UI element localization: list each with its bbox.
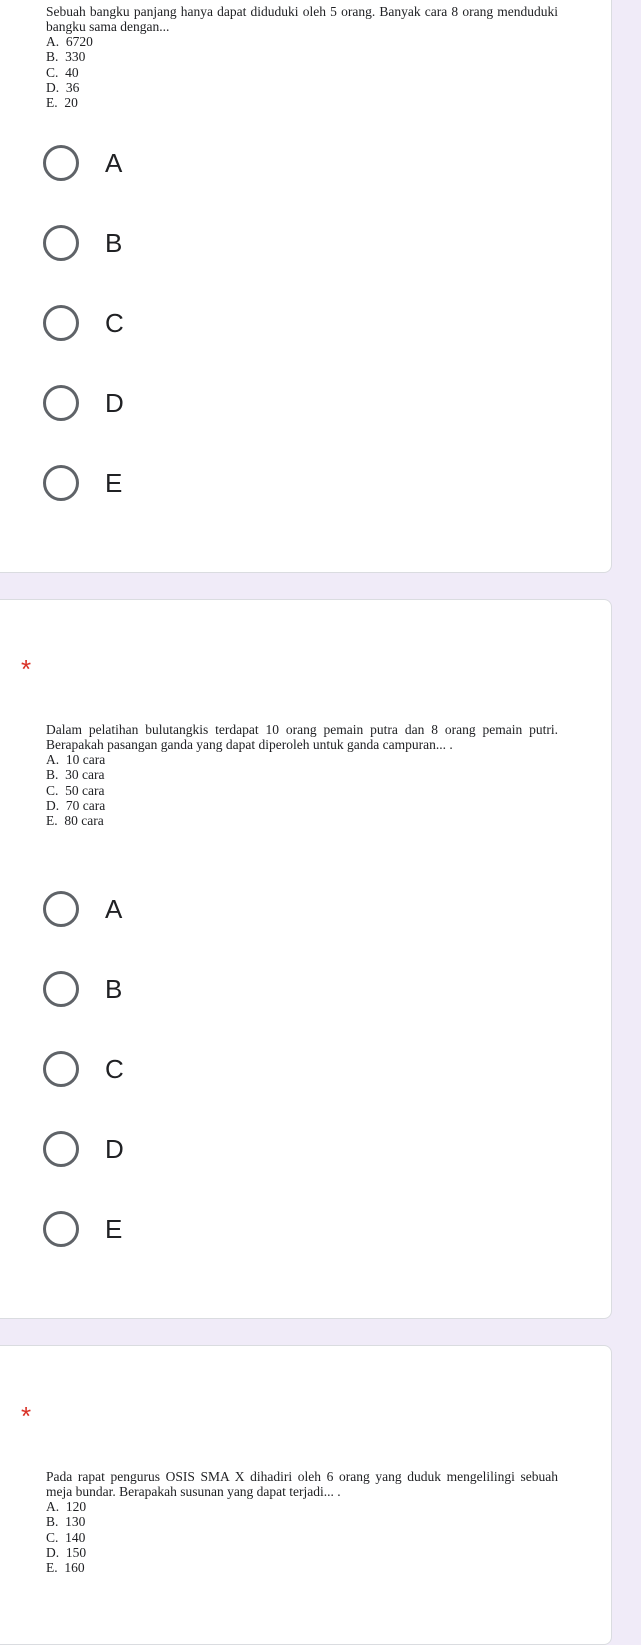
required-asterisk: * bbox=[21, 1401, 32, 1431]
question-2-text bbox=[46, 722, 558, 828]
question-1-option-text-d: D. 36 bbox=[46, 79, 80, 95]
question-1-option-text-c: C. 40 bbox=[46, 64, 79, 80]
question-1-text bbox=[46, 4, 558, 110]
question-1-option-text-e: E. 20 bbox=[46, 95, 78, 111]
radio-button-icon[interactable] bbox=[43, 465, 79, 501]
question-2-option-text-a: A. 10 cara bbox=[46, 752, 106, 767]
question-3-option-text-c: C. 140 bbox=[46, 1529, 86, 1545]
choice-label: C bbox=[105, 1054, 124, 1084]
radio-button-icon[interactable] bbox=[43, 891, 79, 927]
choice-label: C bbox=[105, 308, 124, 338]
question-2-choice-e[interactable] bbox=[0, 1190, 612, 1270]
question-2-choice-c[interactable] bbox=[0, 1030, 612, 1110]
radio-button-icon[interactable] bbox=[43, 145, 79, 181]
question-3-option-text-e: E. 160 bbox=[46, 1560, 85, 1576]
question-3-option-text-a: A. 120 bbox=[46, 1499, 87, 1514]
question-1-options-list bbox=[46, 34, 558, 110]
question-2-choice-a[interactable] bbox=[0, 870, 612, 950]
radio-button-icon[interactable] bbox=[43, 1051, 79, 1087]
choice-label: E bbox=[105, 468, 123, 498]
question-1-choice-a[interactable] bbox=[0, 124, 612, 204]
choice-label: A bbox=[105, 148, 123, 178]
question-2-option-text-c: C. 50 cara bbox=[46, 782, 105, 798]
question-1-choice-c[interactable] bbox=[0, 284, 612, 364]
question-2-option-text-e: E. 80 cara bbox=[46, 813, 104, 829]
question-1-choice-d[interactable] bbox=[0, 364, 612, 444]
question-2-option-text-b: B. 30 cara bbox=[46, 767, 105, 783]
question-1-option-text-a: A. 6720 bbox=[46, 34, 93, 49]
choice-label: B bbox=[105, 228, 123, 258]
question-1-choices bbox=[0, 124, 612, 524]
choice-label: A bbox=[105, 894, 123, 924]
radio-button-icon[interactable] bbox=[43, 971, 79, 1007]
choice-label: E bbox=[105, 1214, 123, 1244]
radio-button-icon[interactable] bbox=[43, 305, 79, 341]
question-2-options-list bbox=[46, 752, 558, 828]
question-1-choice-b[interactable] bbox=[0, 204, 612, 284]
question-2-prompt: Dalam pelatihan bulutangkis terdapat 10 orang pemain putra dan 8 orang pemain putri. Berapakah pasangan ganda yang dapat diperoleh untuk ganda campuran... . bbox=[46, 722, 558, 752]
question-2-choice-d[interactable] bbox=[0, 1110, 612, 1190]
required-asterisk: * bbox=[21, 654, 32, 684]
question-1-choice-e[interactable] bbox=[0, 444, 612, 524]
choice-label: D bbox=[105, 1134, 124, 1164]
question-3-prompt: Pada rapat pengurus OSIS SMA X dihadiri oleh 6 orang yang duduk mengelilingi sebuah meja bundar. Berapakah susunan yang dapat terjadi... . bbox=[46, 1469, 558, 1499]
question-1-option-text-b: B. 330 bbox=[46, 49, 86, 65]
question-3-option-text-d: D. 150 bbox=[46, 1544, 87, 1560]
question-2-option-text-d: D. 70 cara bbox=[46, 797, 106, 813]
choice-label: D bbox=[105, 388, 124, 418]
radio-button-icon[interactable] bbox=[43, 225, 79, 261]
question-3-options-list bbox=[46, 1499, 558, 1575]
question-2-choices bbox=[0, 870, 612, 1270]
choice-label: B bbox=[105, 974, 123, 1004]
radio-button-icon[interactable] bbox=[43, 1211, 79, 1247]
question-2-choice-b[interactable] bbox=[0, 950, 612, 1030]
radio-button-icon[interactable] bbox=[43, 385, 79, 421]
question-1-prompt: Sebuah bangku panjang hanya dapat diduduki oleh 5 orang. Banyak cara 8 orang menduduki bangku sama dengan... bbox=[46, 4, 558, 34]
question-3-option-text-b: B. 130 bbox=[46, 1514, 86, 1530]
radio-button-icon[interactable] bbox=[43, 1131, 79, 1167]
question-3-text bbox=[46, 1469, 558, 1575]
